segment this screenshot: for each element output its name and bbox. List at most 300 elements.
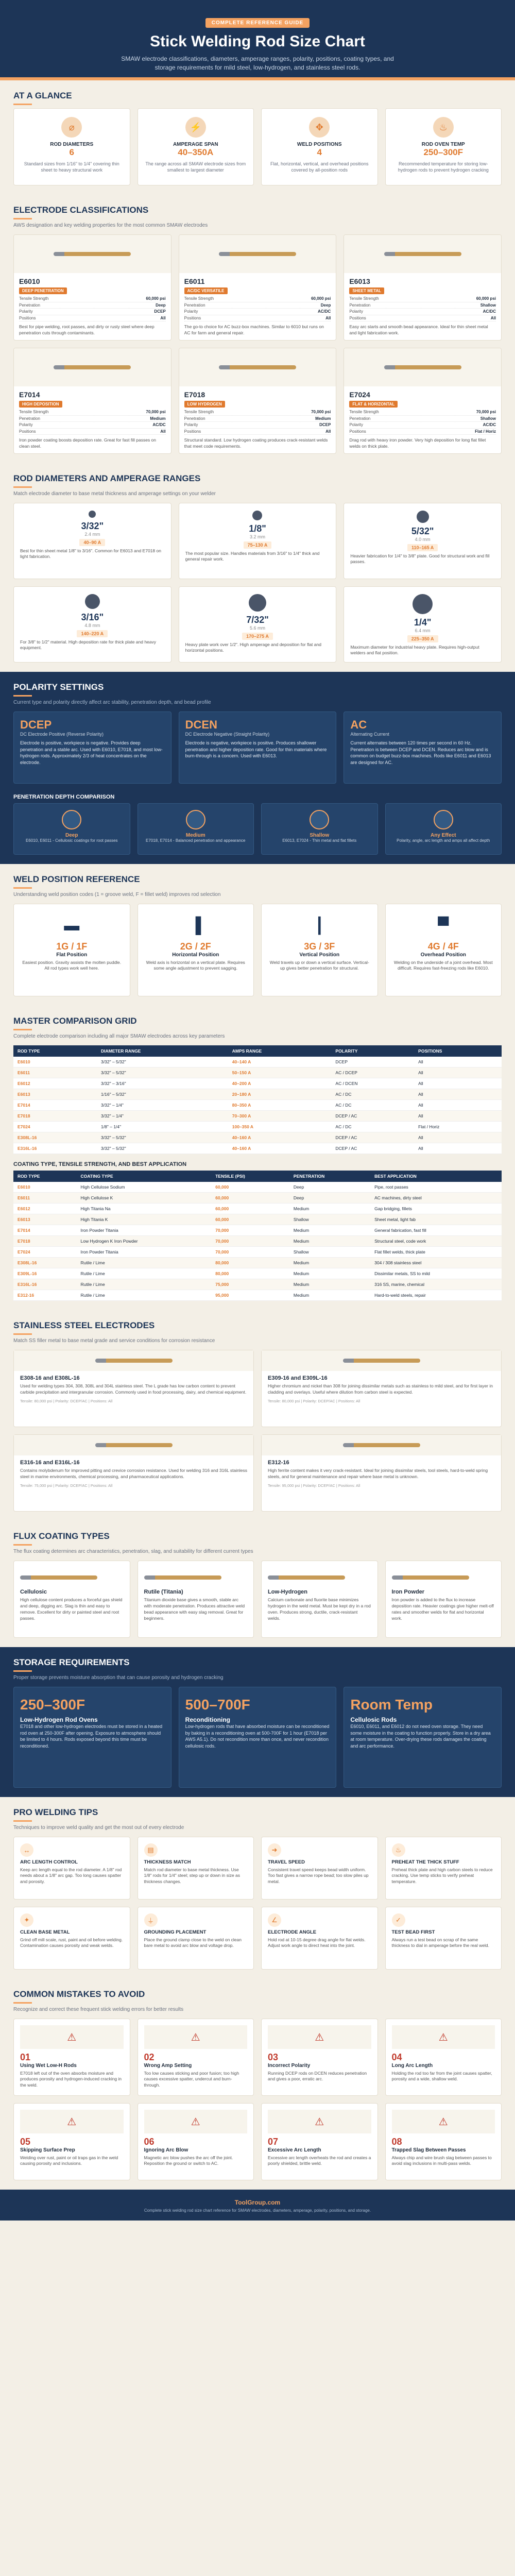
table-row [13,1057,502,1067]
table-cell: 3/32" – 3/16" [97,1078,228,1089]
electrode-spec-row [19,422,166,429]
glance-icon: ✥ [309,117,330,138]
flux-name: Rutile (Titania) [144,1589,183,1595]
spec-label: Tensile Strength [19,296,49,301]
table-cell: 316 SS, marine, chemical [370,1279,502,1290]
electrode-number: E6013 [349,277,370,285]
spec-label: Penetration [349,416,371,421]
table-header: POLARITY [331,1045,414,1057]
table-row [13,1122,502,1132]
diameter-mm: 6.4 mm [415,628,431,633]
tip-text: Keep arc length equal to the rod diameter. A 1/8" rod needs about a 1/8" arc gap. Too long causes spatter and porosity. [20,1867,122,1884]
table-cell: AC / DC [331,1089,414,1100]
diameter-text: Best for thin sheet metal 1/8" to 3/16". Common for E6013 and E7018 on light fabrication. [20,548,161,560]
coating-table-title: COATING TYPE, TENSILE STRENGTH, AND BEST APPLICATION [13,1161,187,1167]
table-row [13,1214,502,1225]
table-row [13,1204,502,1214]
title-underline [13,1820,32,1822]
polarity-section [0,672,515,864]
table-cell: 70–300 A [228,1111,332,1122]
electrode-spec-row [349,309,496,315]
mistake-text: Welding over rust, paint or oil traps gas in the weld causing porosity and inclusions. [20,2155,118,2166]
stainless-image [262,1435,501,1455]
table-cell: Pipe, root passes [370,1182,502,1193]
warning-icon: ⚠ [268,2025,371,2049]
table-cell: AC / DC [331,1100,414,1111]
tip-text: Grind off mill scale, rust, paint and oil before welding. Contamination causes porosity and weak welds. [20,1937,123,1948]
title-underline [13,887,32,889]
header [0,0,515,77]
penetration-card [13,803,130,855]
mistake-number: 04 [391,2052,402,2062]
section-title: AT A GLANCE [13,91,72,100]
tip-name: PREHEAT THE THICK STUFF [391,1859,459,1865]
penetration-card [261,803,378,855]
mistake-card [13,2019,130,2096]
glance-card [261,108,378,185]
tip-card [385,1837,502,1900]
title-underline [13,104,32,105]
stainless-text: Contains molybdenum for improved pitting and crevice corrosion resistance. Used for welding 316 and 316L stainless steel in marine environments, chemical processing, and pharmaceutical applications. [20,1468,247,1479]
amp-range: 75–130 A [244,541,272,549]
glance-icon: ⌀ [61,117,82,138]
spec-label: Penetration [184,416,205,421]
polarity-text: Current alternates between 120 times per second in 60 Hz. Penetration is between DCEP and DCEN. Reduces arc blow and is common on budget buzz-box machines. Rods like E6011 and E6013 are designed for AC. [350,740,491,765]
stainless-section [0,1310,515,1521]
position-grid [13,904,502,996]
spec-label: Tensile Strength [349,410,379,414]
amp-range: 170–275 A [242,633,273,640]
table-header: BEST APPLICATION [370,1171,502,1182]
position-icon: ▐ [190,917,201,934]
section-title: ROD DIAMETERS AND AMPERAGE RANGES [13,473,201,483]
diameter-mm: 3.2 mm [249,534,265,539]
polarity-name: DCEP [20,718,52,731]
position-text: Weld axis is horizontal on a vertical plate. Requires some angle adjustment to prevent sagging. [146,960,245,971]
storage-card [344,1687,502,1788]
section-subtitle: Proper storage prevents moisture absorption that can cause porosity and hydrogen cracking [13,1675,224,1681]
electrode-body [14,386,171,453]
warning-icon: ⚠ [392,2110,495,2133]
storage-card [13,1687,171,1788]
tip-icon: ∠ [268,1913,281,1927]
title-underline [13,1670,32,1672]
electrode-spec-row [349,416,496,422]
spec-label: Positions [19,429,36,434]
spec-value: Medium [150,416,166,421]
table-cell: All [414,1111,502,1122]
electrode-image [344,348,501,386]
electrode-spec-row [184,429,331,435]
spec-value: Shallow [480,416,496,421]
electrode-card [344,348,502,454]
table-cell: E6012 [13,1204,77,1214]
table-cell: E312-16 [13,1290,77,1301]
table-cell: 3/32" – 1/4" [97,1111,228,1122]
polarity-name: AC [350,718,367,731]
glance-label: AMPERAGE SPAN [173,142,218,147]
glance-text: Recommended temperature for storing low-hydrogen rods to prevent hydrogen cracking [398,161,489,173]
table-cell: Medium [289,1268,370,1279]
table-cell: Rutile / Lime [77,1279,212,1290]
stainless-text: High ferrite content makes it very crack-resistant. Ideal for joining dissimilar steels, tool steels, hard-to-weld spring steels, and for general maintenance and repair where base metal is unknown. [268,1468,488,1479]
penetration-name: Shallow [310,833,330,838]
table-cell: Hard-to-weld steels, repair [370,1290,502,1301]
flux-card [13,1561,130,1638]
table-row [13,1225,502,1236]
glance-value: 4 [317,147,322,157]
position-icon: ▀ [438,917,449,934]
section-title: POLARITY SETTINGS [13,682,104,692]
penetration-name: Any Effect [431,833,456,838]
diameter-card [13,503,171,579]
diameter-size: 3/16" [81,612,104,622]
tip-text: Always run a test bead on scrap of the same thickness to dial in amperage before the real weld. [391,1937,489,1948]
electrode-spec-row [19,429,166,435]
mistakes-grid [13,2019,502,2180]
section-subtitle: Complete electrode comparison including all major SMAW electrodes across key parameters [13,1033,225,1039]
penetration-grid [13,803,502,855]
table-cell: E7014 [13,1225,77,1236]
section-subtitle: AWS designation and key welding properties for the most common SMAW electrodes [13,223,208,228]
electrode-spec-row [19,416,166,422]
mistake-card [385,2019,502,2096]
table-cell: Medium [289,1279,370,1290]
table-cell: All [414,1089,502,1100]
tip-text: Preheat thick plate and high carbon steels to reduce cracking. Use temp sticks to verify preheat temperature. [391,1867,493,1884]
storage-value: Room Temp [350,1697,433,1713]
position-icon: ▬ [64,917,80,934]
tip-card [385,1907,502,1970]
table-row [13,1193,502,1204]
spec-value: 60,000 psi [476,296,496,301]
electrode-spec-row [184,409,331,416]
title-underline [13,1333,32,1335]
stainless-rod-icon [343,1359,420,1363]
position-card [138,904,254,996]
table-cell: All [414,1100,502,1111]
flux-text: Calcium carbonate and fluorite base minimizes hydrogen in the weld metal. Must be kept dry in a rod oven. Produces strong, ductile, crack-resistant welds. [268,1597,371,1621]
stainless-body [14,1455,253,1492]
stainless-specs: Tensile: 95,000 psi | Polarity: DCEP/AC | Positions: All [268,1483,360,1488]
table-cell: E6011 [13,1193,77,1204]
spec-value: DCEP [319,422,331,428]
table-cell: E6011 [13,1067,97,1078]
spec-value: All [325,315,331,320]
position-card [261,904,378,996]
electrode-card [179,348,337,454]
tip-card [13,1837,130,1900]
polarity-text: Electrode is positive, workpiece is negative. Provides deep penetration and a stable arc. Used with E6010, E7018, and most low-hydrogen rods. Approximately 2/3 of heat concentrates on the electrode. [20,740,163,765]
comparison-table [13,1045,502,1154]
title-underline [13,2002,32,2004]
spec-label: Polarity [19,309,33,314]
glance-grid [13,108,502,185]
tip-text: Consistent travel speed keeps bead width uniform. Too fast gives a narrow rope bead; too slow piles up metal. [268,1867,369,1884]
glance-card [385,108,502,185]
position-code: 1G / 1F [56,941,88,952]
stainless-image [14,1350,253,1371]
mistake-card [385,2103,502,2180]
flux-name: Iron Powder [391,1589,425,1595]
penetration-icon [186,810,205,829]
electrode-spec-row [349,302,496,309]
diameter-size: 5/32" [411,526,434,536]
electrode-tag: AC/DC VERSATILE [184,287,228,294]
flux-card [385,1561,502,1638]
mistake-text: Always chip and wire brush slag between passes to avoid slag inclusions in multi-pass welds. [391,2155,492,2166]
mistake-text: Excessive arc length overheats the rod and creates a poorly shielded, brittle weld. [268,2155,371,2166]
electrode-number: E7018 [184,391,205,399]
table-cell: DCEP / AC [331,1111,414,1122]
tip-name: CLEAN BASE METAL [20,1929,70,1935]
warning-icon: ⚠ [268,2110,371,2133]
position-code: 4G / 4F [427,941,459,952]
table-cell: 1/16" – 5/32" [97,1089,228,1100]
electrode-spec-row [184,422,331,429]
table-cell: E6012 [13,1078,97,1089]
table-cell: Medium [289,1236,370,1247]
flux-image [144,1567,248,1588]
tip-name: ELECTRODE ANGLE [268,1929,317,1935]
table-cell: AC / DCEP [331,1067,414,1078]
table-row [13,1279,502,1290]
polarity-grid [13,711,502,784]
stainless-body [262,1455,501,1492]
footer-brand[interactable]: ToolGroup.com [234,2199,281,2206]
mistake-number: 05 [20,2137,31,2147]
table-cell: 75,000 [211,1279,289,1290]
table-row [13,1236,502,1247]
diameter-text: For 3/8" to 1/2" material. High deposition rate for thick plate and heavy equipment. [20,639,157,651]
table-cell: 40–160 A [228,1132,332,1143]
electrode-tag: HIGH DEPOSITION [19,401,62,408]
electrode-tag: FLAT & HORIZONTAL [349,401,398,408]
tip-text: Match rod diameter to base metal thickness. Use 1/8" rods for 1/4" steel; step up or down in size as thickness changes. [144,1867,241,1884]
rod-end-icon [413,594,433,614]
flux-text: High cellulose content produces a forceful gas shield and deep, digging arc. Slag is thin and easy to remove. Excellent for dirty or painted steel and root passes. [20,1597,123,1621]
diameter-mm: 4.8 mm [84,623,100,628]
spec-label: Polarity [349,309,364,314]
mistake-name: Excessive Arc Length [268,2147,321,2153]
warning-icon: ⚠ [392,2025,495,2049]
penetration-icon [434,810,453,829]
electrode-spec-row [19,409,166,416]
penetration-card [138,803,254,855]
section-title: FLUX COATING TYPES [13,1531,110,1541]
electrode-body [14,273,171,340]
table-cell: 3/32" – 5/32" [97,1132,228,1143]
electrode-rod-icon [384,365,461,369]
mistake-text: E7018 left out of the oven absorbs moisture and produces porosity and hydrogen-induced cracking in the weld. [20,2071,122,2088]
diameter-mm: 2.4 mm [84,532,100,537]
page-title: Stick Welding Rod Size Chart [150,33,365,50]
section-subtitle: Match SS filler metal to base metal grade and service conditions for corrosion resistance [13,1338,215,1344]
section-title: MASTER COMPARISON GRID [13,1016,137,1026]
diameter-card [13,586,171,663]
table-cell: High Cellulose K [77,1193,212,1204]
flux-rod-icon [20,1575,97,1580]
electrode-body [179,386,336,453]
diameter-card [179,503,337,579]
table-cell: All [414,1078,502,1089]
polarity-card [13,711,171,784]
storage-value: 250–300F [20,1697,85,1713]
electrode-spec-row [184,315,331,322]
flux-text: Titanium dioxide base gives a smooth, stable arc with moderate penetration. Produces attractive weld bead appearance with easy slag removal. Great for beginners. [144,1597,245,1621]
table-row [13,1290,502,1301]
table-cell: 60,000 [211,1214,289,1225]
spec-label: Positions [349,315,366,320]
storage-card [179,1687,337,1788]
table-cell: 100–350 A [228,1122,332,1132]
mistakes-section [0,1979,515,2190]
spec-label: Positions [19,315,36,320]
tip-text: Hold rod at 10-15 degree drag angle for flat welds. Adjust work angle to direct heat into the joint. [268,1937,366,1948]
diameter-text: Heavy plate work over 1/2". High amperage and deposition for flat and horizontal positions. [185,642,321,653]
diameter-grid [13,503,502,663]
spec-label: Positions [184,315,201,320]
electrode-spec-row [349,422,496,429]
spec-label: Polarity [184,309,198,314]
spec-value: All [325,429,331,434]
table-cell: E6013 [13,1089,97,1100]
table-header: COATING TYPE [77,1171,212,1182]
spec-label: Polarity [184,422,198,428]
spec-value: 60,000 psi [311,296,331,301]
section-title: ELECTRODE CLASSIFICATIONS [13,205,149,215]
flux-rod-icon [268,1575,345,1580]
flux-section [0,1521,515,1647]
diameter-size: 7/32" [246,615,269,625]
spec-label: Polarity [349,422,364,428]
table-cell: Low Hydrogen K Iron Powder [77,1236,212,1247]
tip-icon: ➜ [268,1843,281,1857]
diameter-text: The most popular size. Handles materials from 3/16" to 1/4" thick and general repair work. [185,551,320,562]
tip-icon: ▤ [144,1843,158,1857]
electrode-body [344,273,501,340]
mistake-card [13,2103,130,2180]
penetration-title: PENETRATION DEPTH COMPARISON [13,794,115,800]
stainless-text: Used for welding types 304, 308, 308L and 304L stainless steel. The L grade has low carbon content to prevent carbide precipitation and intergranular corrosion. Commonly used in food processing, dairy, and chemical equipment. [20,1383,247,1395]
header-badge: COMPLETE REFERENCE GUIDE [205,18,310,28]
table-cell: General fabrication, fast fill [370,1225,502,1236]
table-cell: All [414,1057,502,1067]
mistake-card [138,2103,254,2180]
section-title: COMMON MISTAKES TO AVOID [13,1989,145,1999]
section-title: STORAGE REQUIREMENTS [13,1657,130,1667]
rod-end-icon [417,511,429,523]
table-cell: 40–160 A [228,1143,332,1154]
polarity-text: Electrode is negative, workpiece is positive. Produces shallower penetration and higher deposition rate. Good for thin materials where burn-through is a concern. Used with E6013. [185,740,327,759]
electrode-spec-row [19,309,166,315]
electrode-body [344,386,501,453]
table-header: DIAMETER RANGE [97,1045,228,1057]
table-header: AMPS RANGE [228,1045,332,1057]
table-cell: E7018 [13,1236,77,1247]
glance-text: Flat, horizontal, vertical, and overhead positions covered by all-position rods [270,161,369,173]
diameter-size: 3/32" [81,521,104,531]
table-cell: 50–150 A [228,1067,332,1078]
stainless-card [13,1350,254,1427]
table-cell: 20–180 A [228,1089,332,1100]
electrode-rod-icon [384,252,461,256]
stainless-card [261,1434,502,1512]
spec-value: AC/DC [152,422,166,428]
rod-end-icon [252,511,262,520]
flux-text: Iron powder is added to the flux to increase deposition rate. Heavier coatings give higher melt-off rates and smoother welds for flat and horizontal work. [391,1597,494,1621]
penetration-icon [62,810,81,829]
table-cell: E308L-16 [13,1258,77,1268]
table-cell: Sheet metal, light fab [370,1214,502,1225]
electrode-description: Iron powder coating boosts deposition rate. Great for fast fill passes on clean steel. [19,437,157,449]
section-subtitle: Recognize and correct these frequent stick welding errors for better results [13,2007,184,2012]
warning-icon: ⚠ [144,2025,248,2049]
rod-end-icon [249,594,266,612]
spec-value: All [490,315,496,320]
diameter-text: Maximum diameter for industrial heavy plate. Requires high-output welders and flat position. [350,645,479,656]
spec-value: 70,000 psi [476,410,496,414]
storage-title: Reconditioning [185,1716,230,1723]
stainless-name: E308-16 and E308L-16 [20,1375,80,1381]
tip-card [261,1907,378,1970]
diameter-size: 1/8" [249,523,266,534]
table-cell: Medium [289,1258,370,1268]
electrode-description: The go-to choice for AC buzz-box machines. Similar to 6010 but runs on AC for farm and general repair. [184,324,324,335]
table-cell: Rutile / Lime [77,1268,212,1279]
tip-icon: ⏚ [144,1913,158,1927]
stainless-body [14,1371,253,1408]
glance-text: Standard sizes from 1/16" to 1/4" covering thin sheet to heavy structural work [24,161,119,173]
table-row [13,1111,502,1122]
stainless-name: E309-16 and E309L-16 [268,1375,328,1381]
table-cell: High Titania K [77,1214,212,1225]
electrode-number: E6010 [19,277,40,285]
tip-name: ARC LENGTH CONTROL [20,1859,78,1865]
position-name: Horizontal Position [172,952,219,958]
diameter-text: Heavier fabrication for 1/4" to 3/8" plate. Good for structural work and fill passes. [350,553,490,565]
diameter-mm: 4.0 mm [415,537,431,542]
title-underline [13,486,32,488]
position-text: Welding on the underside of a joint overhead. Most difficult. Requires fast-freezing rods like E6010. [393,960,493,971]
glance-label: ROD DIAMETERS [50,142,94,147]
penetration-name: Medium [185,833,205,838]
tip-card [13,1907,130,1970]
electrode-spec-row [349,429,496,435]
section-subtitle: Match electrode diameter to base metal thickness and amperage settings on your welder [13,491,216,497]
penetration-card [385,803,502,855]
spec-value: All [160,429,166,434]
rod-end-icon [89,511,96,518]
mistake-text: Magnetic arc blow pushes the arc off the joint. Reposition the ground or switch to AC. [144,2155,233,2166]
electrode-image [179,235,336,273]
stainless-image [14,1435,253,1455]
electrode-spec-row [19,315,166,322]
tip-card [138,1907,254,1970]
mistake-text: Too low causes sticking and poor fusion; too high causes excessive spatter, undercut and burn-through. [144,2071,239,2088]
position-name: Flat Position [56,952,88,958]
tip-card [261,1837,378,1900]
section-subtitle: Understanding weld position codes (1 = groove weld, F = fillet weld) improves rod selection [13,892,221,897]
coating-table [13,1171,502,1301]
mistake-text: Holding the rod too far from the joint causes spatter, porosity and a wide, shallow weld. [391,2071,492,2082]
table-header: POSITIONS [414,1045,502,1057]
table-cell: 70,000 [211,1247,289,1258]
spec-value: Medium [315,416,331,421]
diameter-card [344,586,502,663]
tips-section [0,1797,515,1979]
section-title: WELD POSITION REFERENCE [13,874,140,884]
